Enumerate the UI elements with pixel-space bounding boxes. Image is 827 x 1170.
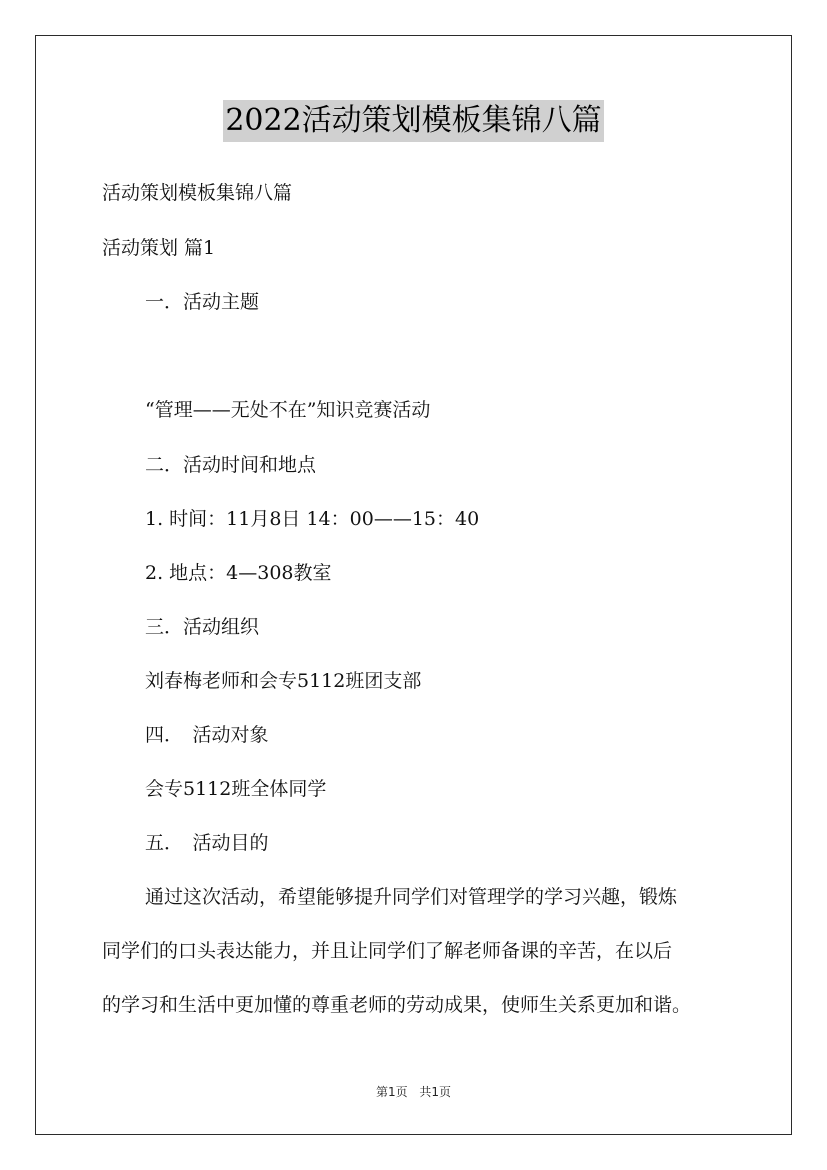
section-heading: 活动策划 篇1 bbox=[102, 237, 216, 259]
purpose-line-1: 通过这次活动，希望能够提升同学们对管理学的学习兴趣，锻炼 bbox=[145, 886, 678, 908]
page-number-current: 第1页 bbox=[375, 1085, 408, 1099]
document-title: 2022活动策划模板集锦八篇 bbox=[223, 100, 603, 142]
organizer-text: 刘春梅老师和会专5112班团支部 bbox=[145, 670, 422, 692]
heading-organization: 三．活动组织 bbox=[145, 616, 260, 638]
audience-text: 会专5112班全体同学 bbox=[145, 778, 327, 800]
time-text: 1. 时间：11月8日 14：00——15：40 bbox=[145, 508, 480, 530]
page-number-total: 共1页 bbox=[419, 1085, 452, 1099]
document-subtitle: 活动策划模板集锦八篇 bbox=[102, 182, 293, 204]
theme-text: “管理——无处不在”知识竞赛活动 bbox=[145, 399, 431, 421]
title-container bbox=[0, 100, 827, 142]
purpose-line-2: 同学们的口头表达能力，并且让同学们了解老师备课的辛苦，在以后 bbox=[102, 940, 673, 962]
place-text: 2. 地点：4—308教室 bbox=[145, 562, 332, 584]
heading-audience: 四． 活动对象 bbox=[145, 724, 269, 746]
heading-time-place: 二．活动时间和地点 bbox=[145, 454, 317, 476]
heading-theme: 一．活动主题 bbox=[145, 291, 260, 313]
page-footer bbox=[0, 1083, 827, 1101]
purpose-line-3: 的学习和生活中更加懂的尊重老师的劳动成果，使师生关系更加和谐。 bbox=[102, 994, 692, 1016]
heading-purpose: 五． 活动目的 bbox=[145, 832, 269, 854]
